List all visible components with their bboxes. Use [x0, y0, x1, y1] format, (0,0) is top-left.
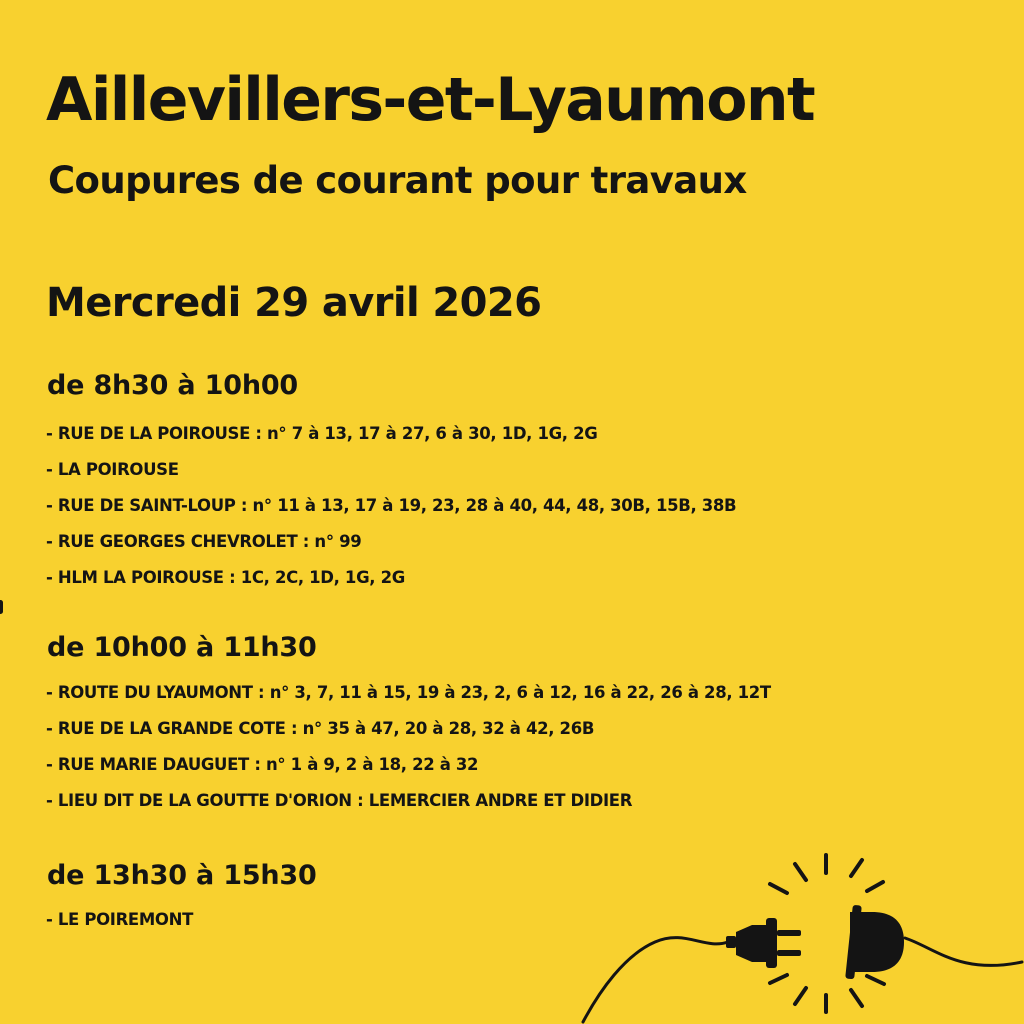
unplugged-power-plug-icon: [580, 840, 1024, 1024]
street-item: - RUE GEORGES CHEVROLET : n° 99: [46, 532, 362, 551]
street-item: - RUE MARIE DAUGUET : n° 1 à 9, 2 à 18, 22 à 32: [46, 755, 479, 774]
street-item: - LA POIROUSE: [46, 460, 179, 479]
street-item: - ROUTE DU LYAUMONT : n° 3, 7, 11 à 15, 19 à 23, 2, 6 à 12, 16 à 22, 26 à 28, 12T: [46, 683, 771, 702]
time-slot-heading: de 13h30 à 15h30: [47, 860, 317, 891]
socket-shape: [845, 905, 904, 980]
street-item: - LIEU DIT DE LA GOUTTE D'ORION : LEMERCIER ANDRE ET DIDIER: [46, 791, 633, 810]
street-item: - HLM LA POIROUSE : 1C, 2C, 1D, 1G, 2G: [46, 568, 405, 587]
edge-mark: [0, 600, 3, 614]
affected-streets-list: [46, 908, 193, 944]
time-slot-heading: de 10h00 à 11h30: [47, 632, 317, 663]
poster-subtitle: Coupures de courant pour travaux: [48, 159, 747, 202]
street-item: - RUE DE LA GRANDE COTE : n° 35 à 47, 20 à 28, 32 à 42, 26B: [46, 719, 595, 738]
plug-shape: [726, 918, 801, 968]
street-item: - RUE DE SAINT-LOUP : n° 11 à 13, 17 à 19, 23, 28 à 40, 44, 48, 30B, 15B, 38B: [46, 496, 737, 515]
town-title: Aillevillers-et-Lyaumont: [46, 65, 815, 135]
outage-date: Mercredi 29 avril 2026: [46, 280, 542, 326]
affected-streets-list: [46, 422, 736, 602]
right-cable: [905, 938, 1022, 965]
left-cable: [583, 938, 728, 1022]
affected-streets-list: [46, 681, 771, 825]
street-item: - LE POIREMONT: [46, 910, 193, 929]
street-item: - RUE DE LA POIROUSE : n° 7 à 13, 17 à 27, 6 à 30, 1D, 1G, 2G: [46, 424, 598, 443]
time-slot-heading: de 8h30 à 10h00: [47, 370, 299, 401]
